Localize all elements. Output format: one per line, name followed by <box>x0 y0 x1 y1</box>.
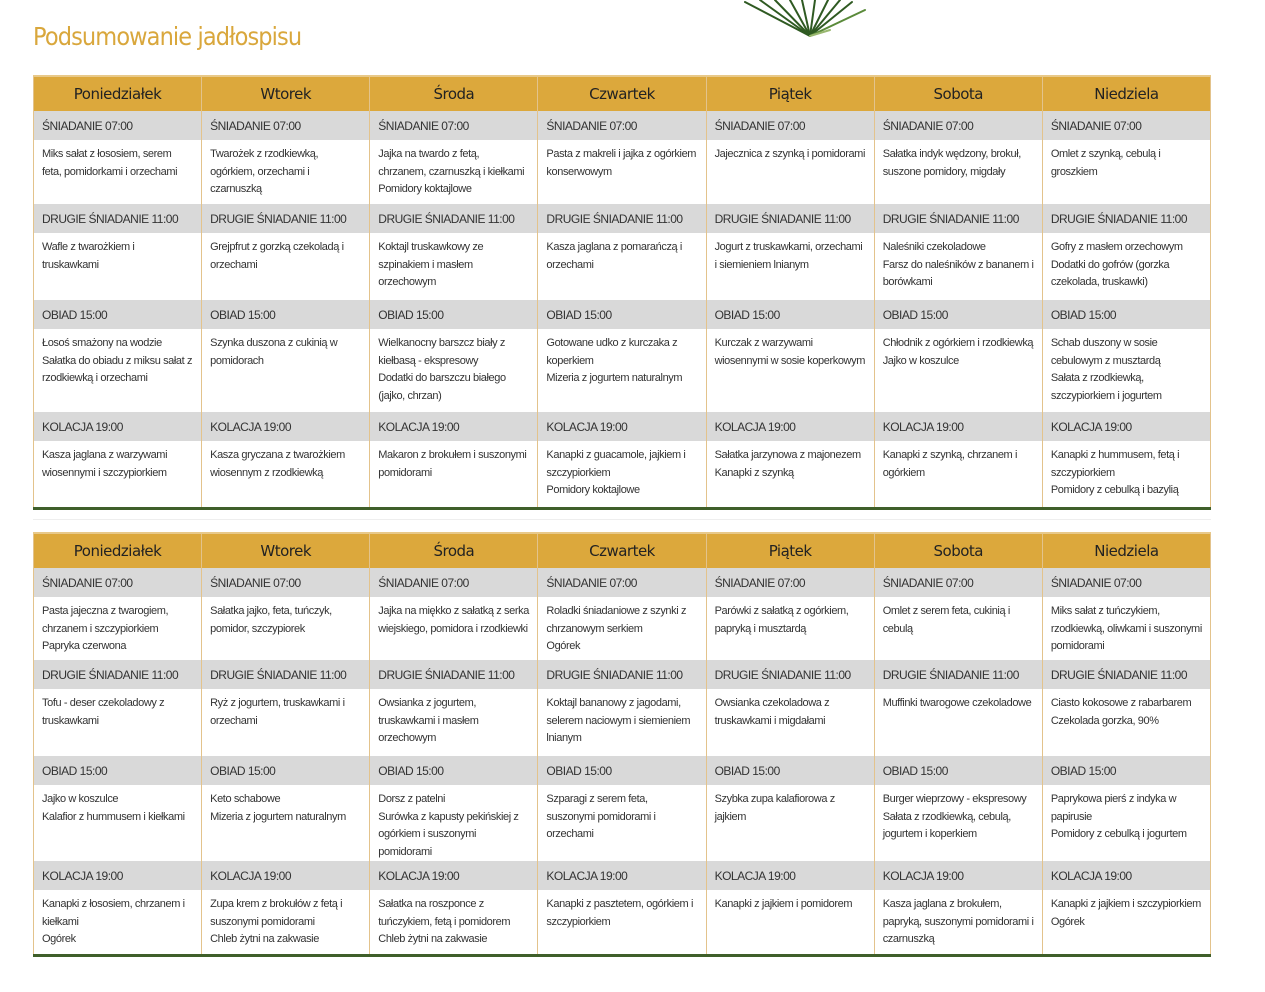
dish-item: Muffinki twarogowe czekoladowe <box>882 697 1032 709</box>
meal-label: ŚNIADANIE 07:00 <box>34 111 202 140</box>
dish-item: Naleśniki czekoladowe <box>882 241 986 253</box>
meal-label: DRUGIE ŚNIADANIE 11:00 <box>874 660 1042 689</box>
dish-item: Mizeria z jogurtem naturalnym <box>546 372 683 384</box>
dish-item: Miks sałat z łososiem, serem feta, pomidorkami i orzechami <box>42 148 178 178</box>
dish-item: Wielkanocny barszcz biały z kiełbasą - ekspresowy <box>378 337 506 367</box>
meal-cell-piatek <box>706 785 874 861</box>
dish-item: Farsz do naleśników z bananem i borówkami <box>882 258 1034 288</box>
meal-label: OBIAD 15:00 <box>370 300 538 329</box>
meal-label: OBIAD 15:00 <box>706 756 874 785</box>
meal-cell-niedziela <box>1042 890 1210 956</box>
dish-item: Owsianka z jogurtem, truskawkami i masłem orzechowym <box>378 697 479 744</box>
meal-label-row <box>34 204 1211 233</box>
dish-item: Sałata z rzodkiewką, szczypiorkiem i jogurtem <box>1050 372 1162 402</box>
meal-label: OBIAD 15:00 <box>874 756 1042 785</box>
meal-cell-poniedzialek <box>34 233 202 300</box>
meal-label: KOLACJA 19:00 <box>1042 861 1210 890</box>
dish-item: Kanapki z hummusem, fetą i szczypiorkiem <box>1050 449 1180 479</box>
dish-item: Chleb żytni na zakwasie <box>378 933 488 945</box>
meal-cell-sroda <box>370 233 538 300</box>
meal-cell-sobota <box>874 441 1042 509</box>
dish-item: Kasza jaglana z brokułem, papryką, suszonymi pomidorami i czarnuszką <box>882 898 1034 945</box>
dish-item: Schab duszony w sosie cebulowym z musztardą <box>1050 337 1161 367</box>
meal-label: KOLACJA 19:00 <box>874 861 1042 890</box>
meal-label: DRUGIE ŚNIADANIE 11:00 <box>706 204 874 233</box>
meal-cell-niedziela <box>1042 140 1210 204</box>
meal-cell-poniedzialek <box>34 689 202 756</box>
dish-item: Omlet z serem feta, cukinią i cebulą <box>882 605 1010 635</box>
meal-cell-piatek <box>706 233 874 300</box>
dish-item: Kanapki z jajkiem i pomidorem <box>714 898 853 910</box>
dish-item: Sałatka jarzynowa z majonezem <box>714 449 861 461</box>
meal-label-row <box>34 756 1211 785</box>
meal-label: DRUGIE ŚNIADANIE 11:00 <box>202 204 370 233</box>
meal-cell-poniedzialek <box>34 441 202 509</box>
dish-item: Dodatki do gofrów (gorzka czekolada, truskawki) <box>1050 258 1170 288</box>
day-header-niedziela: Niedziela <box>1042 76 1210 111</box>
meal-label: KOLACJA 19:00 <box>202 412 370 441</box>
meal-cell-poniedzialek <box>34 329 202 412</box>
meal-label: KOLACJA 19:00 <box>706 412 874 441</box>
dish-item: Omlet z szynką, cebulą i groszkiem <box>1050 148 1161 178</box>
meal-cell-wtorek <box>202 233 370 300</box>
meal-label-row <box>34 861 1211 890</box>
dish-item: Jajko w koszulce <box>42 793 119 805</box>
dish-item: Burger wieprzowy - ekspresowy <box>882 793 1027 805</box>
meal-label: ŚNIADANIE 07:00 <box>538 111 706 140</box>
dish-item: Jajecznica z szynką i pomidorami <box>714 148 865 160</box>
meal-label: DRUGIE ŚNIADANIE 11:00 <box>538 204 706 233</box>
day-header-niedziela: Niedziela <box>1042 533 1210 568</box>
day-header-sroda: Środa <box>370 76 538 111</box>
meal-label: KOLACJA 19:00 <box>370 412 538 441</box>
meal-label: OBIAD 15:00 <box>874 300 1042 329</box>
dish-item: Kanapki z pasztetem, ogórkiem i szczypiorkiem <box>546 898 693 928</box>
dish-item: Czekolada gorzka, 90% <box>1050 714 1159 727</box>
meal-cell-piatek <box>706 689 874 756</box>
meal-cell-piatek <box>706 140 874 204</box>
meal-cell-czwartek <box>538 441 706 509</box>
meal-label: DRUGIE ŚNIADANIE 11:00 <box>1042 660 1210 689</box>
day-header-piatek: Piątek <box>706 533 874 568</box>
meal-cell-niedziela <box>1042 233 1210 300</box>
dish-item: Zupa krem z brokułów z fetą i suszonymi pomidorami <box>210 898 343 928</box>
dish-item: Szparagi z serem feta, suszonymi pomidorami i orzechami <box>546 793 656 840</box>
meal-label: DRUGIE ŚNIADANIE 11:00 <box>34 204 202 233</box>
dish-item: Koktajl truskawkowy ze szpinakiem i masłem orzechowym <box>378 241 484 288</box>
meal-label: KOLACJA 19:00 <box>34 861 202 890</box>
dish-item: Ogórek <box>42 933 76 945</box>
meal-label: DRUGIE ŚNIADANIE 11:00 <box>34 660 202 689</box>
dish-item: Szynka duszona z cukinią w pomidorach <box>210 337 338 367</box>
dish-item: Parówki z sałatką z ogórkiem, papryką i musztardą <box>714 605 849 635</box>
dish-item: Kalafior z hummusem i kiełkami <box>42 810 185 823</box>
meal-label-row <box>34 568 1211 597</box>
meal-label: KOLACJA 19:00 <box>370 861 538 890</box>
dish-item: Sałatka indyk wędzony, brokuł, suszone pomidory, migdały <box>882 148 1021 178</box>
meal-cell-sroda <box>370 329 538 412</box>
meal-cell-niedziela <box>1042 441 1210 509</box>
meal-label: ŚNIADANIE 07:00 <box>34 568 202 597</box>
day-header-piatek: Piątek <box>706 76 874 111</box>
meal-cell-poniedzialek <box>34 785 202 861</box>
meal-dishes-row <box>34 329 1211 412</box>
day-header-poniedzialek: Poniedziałek <box>34 76 202 111</box>
meal-label: KOLACJA 19:00 <box>1042 412 1210 441</box>
meal-label: OBIAD 15:00 <box>1042 756 1210 785</box>
dish-item: Sałatka jajko, feta, tuńczyk, pomidor, szczypiorek <box>210 605 332 635</box>
meal-label: OBIAD 15:00 <box>34 300 202 329</box>
meal-cell-wtorek <box>202 140 370 204</box>
dish-item: Pomidory koktajlowe <box>378 183 472 195</box>
dish-item: Papryka czerwona <box>42 640 127 652</box>
meal-cell-poniedzialek <box>34 597 202 660</box>
meal-cell-niedziela <box>1042 689 1210 756</box>
dish-item: Ogórek <box>546 640 581 652</box>
meal-label: ŚNIADANIE 07:00 <box>706 568 874 597</box>
meal-label: KOLACJA 19:00 <box>202 861 370 890</box>
dish-item: Kasza jaglana z pomarańczą i orzechami <box>546 241 682 271</box>
meal-cell-wtorek <box>202 329 370 412</box>
meal-dishes-row <box>34 140 1211 204</box>
meal-cell-piatek <box>706 597 874 660</box>
dish-item: Jajka na twardo z fetą, chrzanem, czarnuszką i kiełkami <box>378 148 525 178</box>
meal-label: ŚNIADANIE 07:00 <box>706 111 874 140</box>
meal-label: OBIAD 15:00 <box>538 756 706 785</box>
dish-item: Pomidory koktajlowe <box>546 484 640 496</box>
dish-item: Kasza gryczana z twarożkiem wiosennym z rzodkiewką <box>210 449 345 479</box>
dish-item: Keto schabowe <box>210 793 281 805</box>
meal-cell-czwartek <box>538 785 706 861</box>
meal-cell-wtorek <box>202 441 370 509</box>
meal-label: OBIAD 15:00 <box>538 300 706 329</box>
day-header-row <box>34 76 1211 111</box>
dish-item: Grejpfrut z gorzką czekoladą i orzechami <box>210 241 344 271</box>
day-header-sobota: Sobota <box>874 533 1042 568</box>
meal-cell-czwartek <box>538 329 706 412</box>
meal-label-row <box>34 300 1211 329</box>
dish-item: Szybka zupa kalafiorowa z jajkiem <box>714 793 835 823</box>
dish-item: Surówka z kapusty pekińskiej z ogórkiem i suszonymi pomidorami <box>378 810 519 858</box>
page-title: Podsumowanie jadłospisu <box>33 22 302 51</box>
dish-item: Kanapki z łososiem, chrzanem i kiełkami <box>42 898 185 928</box>
meal-dishes-row <box>34 597 1211 660</box>
meal-cell-czwartek <box>538 140 706 204</box>
dish-item: Kurczak z warzywami wiosennymi w sosie koperkowym <box>714 337 865 367</box>
dish-item: Twarożek z rzodkiewką, ogórkiem, orzechami i czarnuszką <box>210 148 319 195</box>
dish-item: Sałatka do obiadu z miksu sałat z rzodkiewką i orzechami <box>42 354 193 384</box>
meal-label: DRUGIE ŚNIADANIE 11:00 <box>874 204 1042 233</box>
meal-label: OBIAD 15:00 <box>706 300 874 329</box>
meal-cell-poniedzialek <box>34 890 202 956</box>
day-header-poniedzialek: Poniedziałek <box>34 533 202 568</box>
dish-item: Pasta jajeczna z twarogiem, chrzanem i szczypiorkiem <box>42 605 169 635</box>
dish-item: Kanapki z jajkiem i szczypiorkiem <box>1050 898 1201 910</box>
meal-label: DRUGIE ŚNIADANIE 11:00 <box>538 660 706 689</box>
meal-label: OBIAD 15:00 <box>1042 300 1210 329</box>
dish-item: Jajka na miękko z sałatką z serka wiejskiego, pomidora i rzodkiewki <box>378 605 529 635</box>
meal-label: KOLACJA 19:00 <box>706 861 874 890</box>
meal-cell-sobota <box>874 597 1042 660</box>
meal-label: ŚNIADANIE 07:00 <box>538 568 706 597</box>
meal-label: ŚNIADANIE 07:00 <box>202 568 370 597</box>
dish-item: Pomidory z cebulką i bazylią <box>1050 484 1179 496</box>
meal-cell-wtorek <box>202 890 370 956</box>
dish-item: Ciasto kokosowe z rabarbarem <box>1050 697 1192 709</box>
meal-dishes-row <box>34 689 1211 756</box>
meal-dishes-row <box>34 785 1211 861</box>
day-header-sobota: Sobota <box>874 76 1042 111</box>
meal-cell-piatek <box>706 329 874 412</box>
meal-label: ŚNIADANIE 07:00 <box>370 568 538 597</box>
meal-label: DRUGIE ŚNIADANIE 11:00 <box>370 204 538 233</box>
dish-item: Koktajl bananowy z jagodami, selerem naciowym i siemieniem lnianym <box>546 697 691 744</box>
dish-item: Kanapki z szynką <box>714 466 794 479</box>
palm-leaf-decoration-icon <box>740 0 880 40</box>
meal-cell-piatek <box>706 890 874 956</box>
meal-cell-czwartek <box>538 597 706 660</box>
meal-label: DRUGIE ŚNIADANIE 11:00 <box>370 660 538 689</box>
meal-cell-wtorek <box>202 785 370 861</box>
dish-item: Pomidory z cebulką i jogurtem <box>1050 828 1187 840</box>
dish-item: Sałata z rzodkiewką, cebulą, jogurtem i koperkiem <box>882 810 1011 840</box>
meal-label: ŚNIADANIE 07:00 <box>1042 568 1210 597</box>
dish-item: Ogórek <box>1050 915 1085 928</box>
dish-item: Wafle z twarożkiem i truskawkami <box>42 241 135 271</box>
meal-label-row <box>34 111 1211 140</box>
meal-cell-sobota <box>874 140 1042 204</box>
meal-cell-wtorek <box>202 597 370 660</box>
meal-dishes-row <box>34 441 1211 509</box>
meal-cell-niedziela <box>1042 597 1210 660</box>
meal-cell-wtorek <box>202 689 370 756</box>
meal-label: OBIAD 15:00 <box>34 756 202 785</box>
meal-label: ŚNIADANIE 07:00 <box>1042 111 1210 140</box>
day-header-wtorek: Wtorek <box>202 76 370 111</box>
meal-label: ŚNIADANIE 07:00 <box>874 568 1042 597</box>
meal-label: DRUGIE ŚNIADANIE 11:00 <box>1042 204 1210 233</box>
meal-label: OBIAD 15:00 <box>202 300 370 329</box>
meal-cell-piatek <box>706 441 874 509</box>
dish-item: Mizeria z jogurtem naturalnym <box>210 810 346 823</box>
meal-cell-czwartek <box>538 890 706 956</box>
meal-label: KOLACJA 19:00 <box>34 412 202 441</box>
dish-item: Roladki śniadaniowe z szynki z chrzanowym serkiem <box>546 605 687 635</box>
meal-label: ŚNIADANIE 07:00 <box>370 111 538 140</box>
dish-item: Łosoś smażony na wodzie <box>42 337 162 349</box>
dish-item: Kasza jaglana z warzywami wiosennymi i szczypiorkiem <box>42 449 168 479</box>
dish-item: Tofu - deser czekoladowy z truskawkami <box>42 697 165 727</box>
meal-label-row <box>34 412 1211 441</box>
meal-cell-poniedzialek <box>34 140 202 204</box>
dish-item: Gotowane udko z kurczaka z koperkiem <box>546 337 678 367</box>
dish-item: Pasta z makreli i jajka z ogórkiem konserwowym <box>546 148 697 178</box>
meal-label: OBIAD 15:00 <box>202 756 370 785</box>
meal-cell-sroda <box>370 785 538 861</box>
meal-label: KOLACJA 19:00 <box>538 861 706 890</box>
dish-item: Miks sałat z tuńczykiem, rzodkiewką, oliwkami i suszonymi pomidorami <box>1050 605 1202 652</box>
meal-cell-sroda <box>370 890 538 956</box>
meal-label-row <box>34 660 1211 689</box>
dish-item: Dorsz z patelni <box>378 793 446 805</box>
meal-label: DRUGIE ŚNIADANIE 11:00 <box>706 660 874 689</box>
meal-cell-czwartek <box>538 233 706 300</box>
meal-label: KOLACJA 19:00 <box>874 412 1042 441</box>
meal-plan-week-2 <box>33 532 1211 957</box>
meal-label: KOLACJA 19:00 <box>538 412 706 441</box>
meal-cell-sobota <box>874 689 1042 756</box>
dish-item: Makaron z brokułem i suszonymi pomidorami <box>378 449 527 479</box>
meal-label: DRUGIE ŚNIADANIE 11:00 <box>202 660 370 689</box>
meal-cell-niedziela <box>1042 785 1210 861</box>
meal-cell-sobota <box>874 329 1042 412</box>
dish-item: Ryż z jogurtem, truskawkami i orzechami <box>210 697 345 727</box>
meal-label: ŚNIADANIE 07:00 <box>874 111 1042 140</box>
divider <box>33 519 1211 520</box>
meal-plan-week-1 <box>33 75 1211 510</box>
dish-item: Kanapki z guacamole, jajkiem i szczypiorkiem <box>546 449 686 479</box>
dish-item: Chleb żytni na zakwasie <box>210 933 319 945</box>
meal-cell-czwartek <box>538 689 706 756</box>
dish-item: Gofry z masłem orzechowym <box>1050 241 1183 253</box>
day-header-sroda: Środa <box>370 533 538 568</box>
meal-cell-sroda <box>370 441 538 509</box>
meal-cell-sroda <box>370 140 538 204</box>
dish-item: Paprykowa pierś z indyka w papirusie <box>1050 793 1177 823</box>
dish-item: Dodatki do barszczu białego (jajko, chrzan) <box>378 372 506 402</box>
dish-item: Kanapki z szynką, chrzanem i ogórkiem <box>882 449 1018 479</box>
dish-item: Sałatka na roszponce z tuńczykiem, fetą i pomidorem <box>378 898 511 928</box>
meal-cell-sobota <box>874 233 1042 300</box>
dish-item: Owsianka czekoladowa z truskawkami i migdałami <box>714 697 830 727</box>
meal-dishes-row <box>34 890 1211 956</box>
day-header-wtorek: Wtorek <box>202 533 370 568</box>
day-header-row <box>34 533 1211 568</box>
dish-item: Jajko w koszulce <box>882 354 959 367</box>
meal-label: OBIAD 15:00 <box>370 756 538 785</box>
day-header-czwartek: Czwartek <box>538 76 706 111</box>
meal-label: ŚNIADANIE 07:00 <box>202 111 370 140</box>
meal-cell-sroda <box>370 689 538 756</box>
meal-cell-sobota <box>874 785 1042 861</box>
dish-item: Chłodnik z ogórkiem i rzodkiewką <box>882 337 1034 349</box>
meal-cell-niedziela <box>1042 329 1210 412</box>
day-header-czwartek: Czwartek <box>538 533 706 568</box>
meal-dishes-row <box>34 233 1211 300</box>
meal-cell-sobota <box>874 890 1042 956</box>
meal-cell-sroda <box>370 597 538 660</box>
dish-item: Jogurt z truskawkami, orzechami i siemieniem lnianym <box>714 241 863 271</box>
